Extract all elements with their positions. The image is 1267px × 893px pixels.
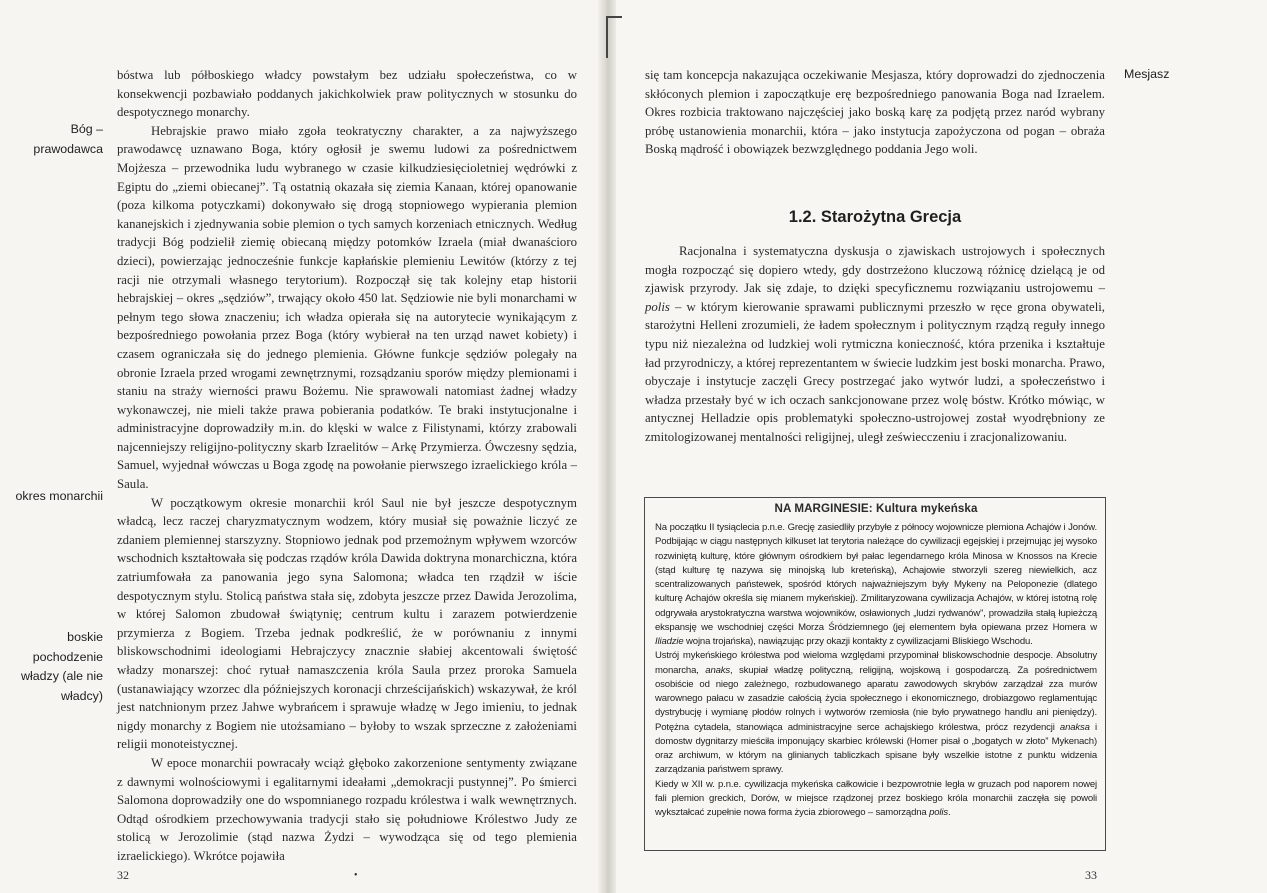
- text-run: Ustrój mykeńskiego królestwa pod wieloma względami przypominał bliskowschodnie despocje. Absolutny monarcha,: [655, 650, 1097, 676]
- paragraph: [645, 242, 1105, 447]
- left-page-body: [117, 66, 577, 866]
- sidebar-paragraph: [655, 521, 1097, 649]
- text-run: Kiedy w XII w. p.n.e. cywilizacja mykeńska całkowicie i bezpowrotnie legła w gruzach pod naporem nowej fali plemion greckich, Dorów, w miejsce rządzonej przez boskiego króla monarchii zaczęła się powoli wykształcać zupełnie nowa forma życia zbiorowego – samorządna: [655, 778, 1097, 818]
- paragraph: bóstwa lub półboskiego władcy powstałym bez udziału społeczeństwa, co w konsekwencji pozbawiało poddanych jakichkolwiek praw politycznych w stosunku do despotycznego monarchy.: [117, 68, 577, 120]
- book-gutter: [598, 0, 616, 893]
- margin-note-god-lawgiver: Bóg – prawodawca: [33, 122, 103, 156]
- margin-note-monarchy-period: okres monarchii: [15, 489, 103, 503]
- print-dot: •: [354, 870, 358, 881]
- term-iliad: Iliadzie: [655, 636, 684, 647]
- crop-mark: [606, 16, 622, 58]
- margin-note-messiah: Mesjasz: [1124, 67, 1170, 81]
- text-run: .: [947, 807, 951, 818]
- right-page-intro: [645, 66, 1105, 159]
- sidebar-paragraph: [655, 649, 1097, 777]
- page-number-right: 33: [1085, 868, 1097, 882]
- sidebar-paragraph: [655, 778, 1097, 821]
- text-run: i domostw dygnitarzy mieściła imponujący skarbiec królewski (Homer pisał o „bogatych w złoto” Mykenach) oraz archiwum, w którym na glinianych tabliczkach spisane były wszelkie istotne z punktu widzenia zarządzania państwem sprawy.: [655, 721, 1097, 776]
- text-run: Racjonalna i systematyczna dyskusja o zjawiskach ustrojowych i społecznych mogła rozpocząć się dopiero wtedy, gdy dostrzeżono kluczową różnicę dzielącą je od zjawisk przyrody. Jak się zdaje, to dzięki specyficznemu rozwiązaniu ustrojowemu –: [645, 244, 1105, 296]
- text-run: Na początku II tysiąclecia p.n.e. Grecję zasiedliły przybyłe z północy wojownicze plemiona Achajów i Jonów. Podbijając w ciągu następnych kilkuset lat terytoria należące do cywilizacji egejskiej i przejmując jej wysoko rozwiniętą kulturę, które głównym ośrodkiem był pałac legendarnego króla Minosa w Knossos na Krecie (stąd kulturę tę nazywa się minojską lub kreteńską), Achajowie stworzyli szereg niewielkich, acz scentralizowanych państewek, spośród których najważniejszym były Mykeny na Peloponezie (dlatego kulturę Achajów określa się mianem mykeńskiej). Zmilitaryzowana cywilizacja Achajów, w której istotną rolę odgrywała arystokratyczna warstwa wojowników, osławionych „ludzi rydwanów”, prowadziła stałą łupieżczą ekspansję we wschodniej części Morza Śródziemnego (jej elementem była opiewana przez Homera w: [655, 522, 1097, 633]
- margin-note-divine-origin: boskie pochodzenie władzy (ale nie władcy): [21, 630, 103, 703]
- section-heading: 1.2. Starożytna Grecja: [788, 208, 962, 226]
- right-page-section-body: [645, 242, 1105, 447]
- paragraph: W początkowym okresie monarchii król Saul nie był jeszcze despotycznym władcą, lecz raczej charyzmatycznym wodzem, który musiał się poważnie liczyć ze zdaniem plemiennej starszyzny. Stopniowo jednak pod przemożnym wpływem wzorców wschodnich kształtowała się podczas rządów króla Dawida doktryna monarchiczna, która zatriumfowała za panowania jego syna Salomona; władca ten rządził w iście despotycznym stylu. Stolicą państwa stała się, zdobyta jeszcze przez Dawida Jerozolima, w której Salomon zbudował świątynię; centrum kultu i zarazem potwierdzenie przymierza z Bogiem. Trzeba jednak podkreślić, że w porównaniu z innymi bliskowschodnimi ideologiami Hebrajczycy znacznie słabiej akcentowali świętość władzy monarszej: choć rytuał namaszczenia króla Saula przez proroka Samuela (ustanawiający wzorzec dla późniejszych koronacji chrześcijańskich) wskazywał, że król jest natchnionym przez Jahwe wybrańcem i sprawuje władzę w Jego imieniu, to jednak nigdy monarchy z Bogiem nie utożsamiano – byłoby to wszak sprzeczne z założeniami religii monoteistycznej.: [117, 495, 577, 752]
- text-run: , skupiał władzę polityczną, religijną, wojskową i gospodarczą. Za pośrednictwem osobiście od niego zależnego, rozbudowanego aparatu zawodowych skrybów zarządzał zza murów warownego pałacu w zasadzie całością życia społecznego i ekonomicznego, drobiazgowo reglamentując dystrybucję i wymianę płodów rolnych i wytworów rzemiosła (nie było prywatnego handlu ani pieniędzy). Potężna cytadela, stanowiąca administracyjne serce achajskiego królestwa, prócz rezydencji: [655, 664, 1097, 733]
- sidebar-box: [644, 497, 1106, 851]
- sidebar-title: NA MARGINESIE: Kultura mykeńska: [774, 502, 978, 515]
- term-polis: polis: [929, 807, 948, 818]
- text-run: wojna trojańska), nawiązując przy okazji kontakty z cywilizacjami Bliskiego Wschodu.: [683, 636, 1033, 647]
- term-polis: polis: [645, 299, 670, 314]
- term-anaksa: anaksa: [1059, 721, 1090, 733]
- paragraph: się tam koncepcja nakazująca oczekiwanie Mesjasza, który doprowadzi do zjednoczenia skłóconych plemion i zapoczątkuje erę bezpośredniego panowania Boga nad Izraelem. Okres rozbicia traktowano najczęściej jako boską karę za podjętą przez naród wybrany próbę ustanowienia monarchii, która – jako instytucja zapożyczona od pogan – obraża Boską mądrość i obowiązek bezwzględnego poddania Jego woli.: [645, 68, 1105, 157]
- paragraph: W epoce monarchii powracały wciąż głęboko zakorzenione sentymenty związane z dawnymi wolnościowymi i egalitarnymi ideałami „demokracji pustynnej”. Po śmierci Salomona doprowadziły one do wspomnianego rozpadu królestwa i walk wewnętrznych. Odtąd ośrodkiem przechowywania tradycji stało się południowe Królestwo Judy ze stolicą w Jerozolimie (stąd nazwa Żydzi – wywodząca się od tego plemienia izraelickiego). Wkrótce pojawiła: [117, 755, 577, 863]
- page-number-left: 32: [117, 868, 129, 882]
- paragraph: Hebrajskie prawo miało zgoła teokratyczny charakter, a za najwyższego prawodawcę uznawano Boga, który ogłosił je swemu ludowi za pośrednictwem Mojżesza – przewodnika ludu wybranego w czasie kilkudziesięcioletniej wędrówki z Egiptu do „ziemi obiecanej”. Tą ostatnią okazała się ziemia Kanaan, której opanowanie (poza kilkoma potyczkami) dokonywało się drogą stopniowego wypierania plemion kananejskich i zjednywania sobie plemion o tych samych korzeniach etnicznych. Według tradycji Bóg podzielił ziemię obiecaną między potomków Izraela (miał dwanaścioro dzieci), powierzając jednocześnie funkcje kapłańskie plemieniu Lewitów (którzy z tej racji nie otrzymali własnego terytorium). Rozpoczął się tak kolejny etap historii hebrajskiej – okres „sędziów”, trwający około 450 lat. Sędziowie nie byli monarchami w pełnym tego słowa znaczeniu; ich władza opierała się na autorytecie wynikającym z bezpośredniego powołania przez Boga (który wybierał na ten urząd nawet kobiety) i czasem ograniczała się do jednego plemienia. Główne funkcje sędziów polegały na obronie Izraela przed wrogami zewnętrznymi, rozsądzaniu sporów między plemionami i staniu na straży wierności prawu Bożemu. Nie sprawowali natomiast żadnej władzy wykonawczej, nie mieli także prawa pobierania podatków. Te braki instytucjonalne i administracyjne doprowadziły m.in. do klęski w walce z Filistynami, którzy zrabowali najcenniejszy religijno-polityczny skarb Izraelitów – Arkę Przymierza. Ówczesny sędzia, Samuel, wyjednał wówczas u Boga zgodę na powołanie pierwszego izraelickiego króla – Saula.: [117, 123, 577, 492]
- term-anaks: anaks: [705, 664, 731, 676]
- text-run: – w którym kierowanie sprawami publicznymi przeszło w ręce grona obywateli, starożytni Helleni zrozumieli, że ładem społecznym i politycznym rządzą reguły innego typu niż niezależna od ludzkiej woli rytmiczna konieczność, która przenika i kształtuje ład przyrodniczy, a której reprezentantem w świecie ludzkim jest boski monarcha. Prawo, obyczaje i instytucje zaczęli Grecy postrzegać jako wytwór ludzi, a społeczeństwo i władza przestały być w ich oczach sankcjonowane przez wolę bóstw. Krótko mówiąc, w antycznej Helladzie opis problematyki społeczno-ustrojowej został wyodrębniony ze zmitologizowanej mentalności religijnej, uległ zeświecczeniu i zracjonalizowaniu.: [645, 299, 1105, 444]
